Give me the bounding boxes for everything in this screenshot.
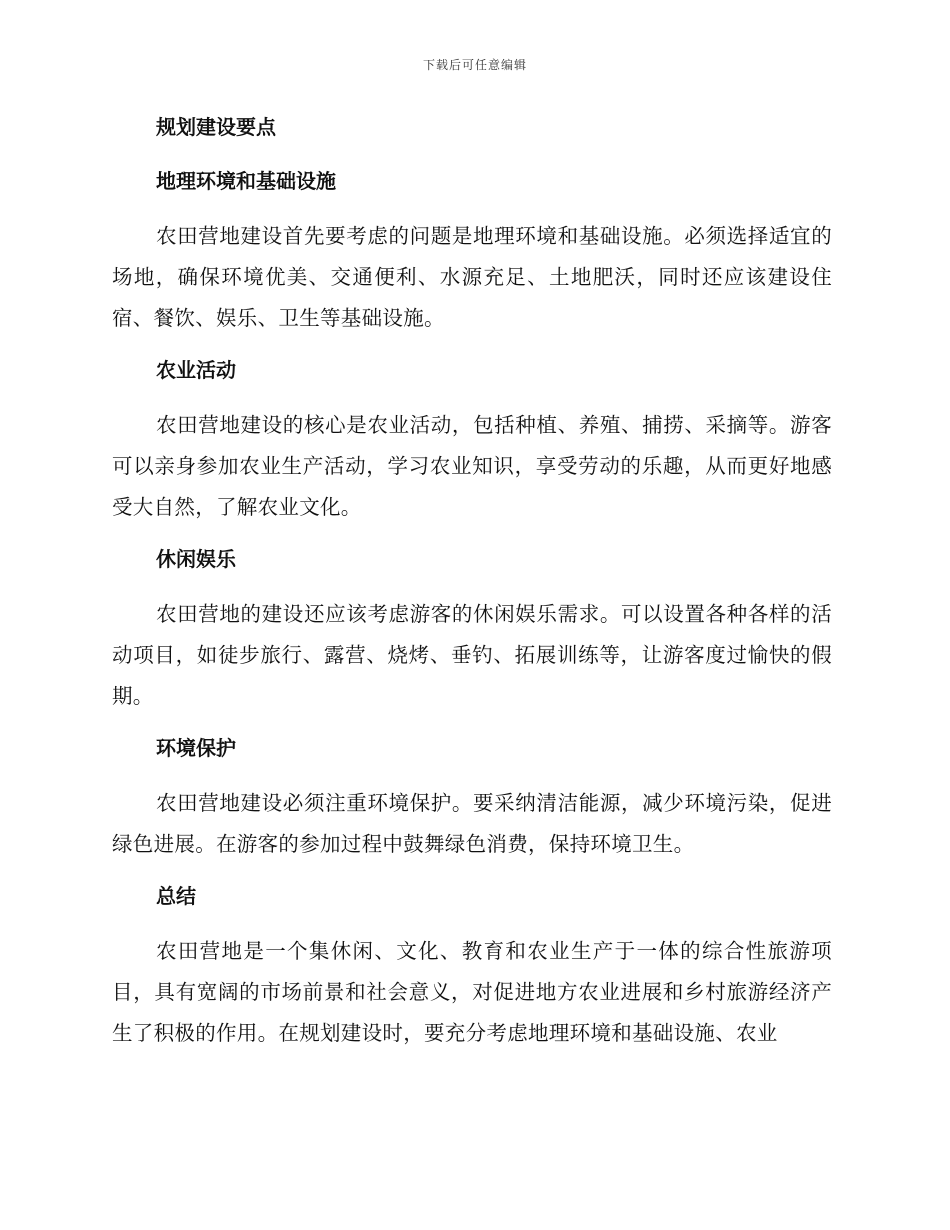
document-content <box>112 108 832 1066</box>
section-paragraph: 农田营地建设的核心是农业活动，包括种植、养殖、捕捞、采摘等。游客可以亲身参加农业生产活动，学习农业知识，享受劳动的乐趣，从而更好地感受大自然，了解农业文化。 <box>112 413 832 519</box>
header-note: 下载后可任意编辑 <box>422 58 527 72</box>
section-paragraph: 农田营地的建设还应该考虑游客的休闲娱乐需求。可以设置各种各样的活动项目，如徒步旅行、露营、烧烤、垂钓、拓展训练等，让游客度过愉快的假期。 <box>112 602 832 708</box>
section-paragraph: 农田营地建设首先要考虑的问题是地理环境和基础设施。必须选择适宜的场地，确保环境优美、交通便利、水源充足、土地肥沃，同时还应该建设住宿、餐饮、娱乐、卫生等基础设施。 <box>112 224 832 330</box>
section-heading: 农业活动 <box>156 358 236 382</box>
section-heading: 总结 <box>156 884 196 908</box>
section-heading: 地理环境和基础设施 <box>156 169 336 193</box>
document-title: 规划建设要点 <box>156 115 276 139</box>
section-heading: 环境保护 <box>156 736 236 760</box>
section-heading: 休闲娱乐 <box>156 547 236 571</box>
section-paragraph: 农田营地是一个集休闲、文化、教育和农业生产于一体的综合性旅游项目，具有宽阔的市场前景和社会意义，对促进地方农业进展和乡村旅游经济产生了积极的作用。在规划建设时，要充分考虑地理环境和基础设施、农业 <box>112 939 832 1045</box>
section-paragraph: 农田营地建设必须注重环境保护。要采纳清洁能源，减少环境污染，促进绿色进展。在游客的参加过程中鼓舞绿色消费，保持环境卫生。 <box>112 791 832 856</box>
